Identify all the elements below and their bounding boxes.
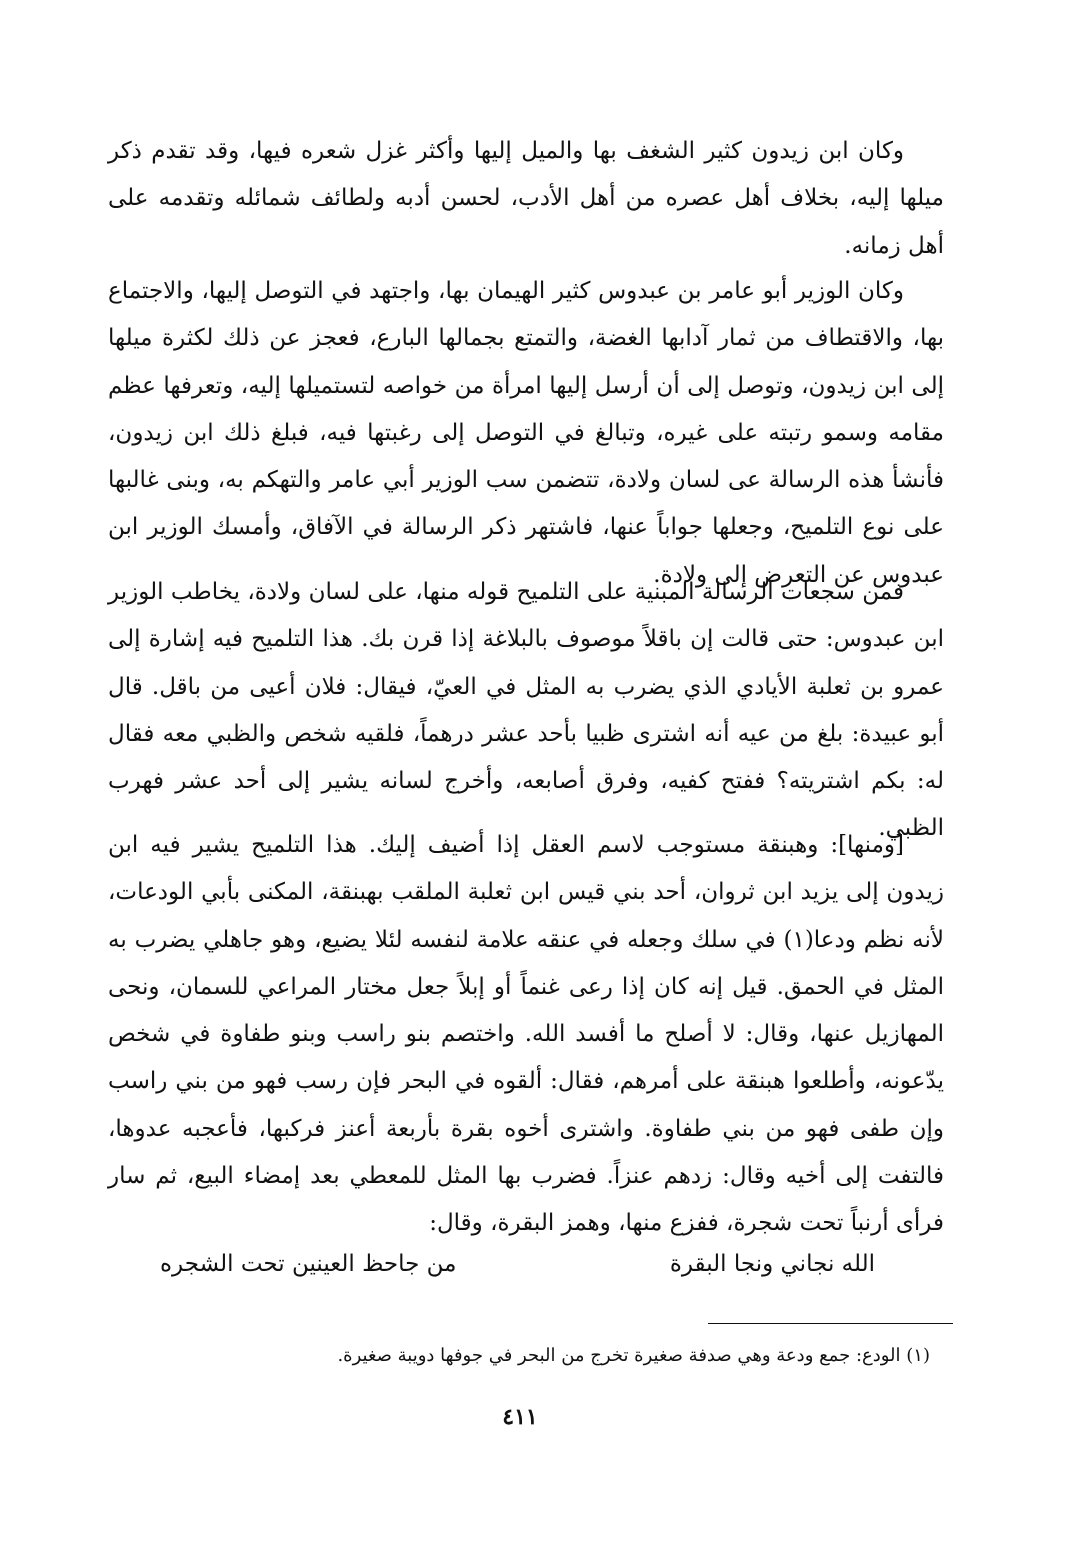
paragraph-ibn-abdus <box>108 268 944 599</box>
page-number: ٤١١ <box>502 1404 538 1430</box>
footnote-divider <box>708 1323 953 1324</box>
paragraph-text: وكان الوزير أبو عامر بن عبدوس كثير الهيمان بها، واجتهد في التوصل إليها، والاجتماع بها، والاقتطاف من ثمار آدابها الغضة، والتمتع بجمالها البارع، فعجز عن ذلك لكثرة ميلها إلى ابن زيدون، وتوصل إلى أن أرسل إليها امرأة من خواصه لتستميلها إليه، وتعرفها عظم مقامه وسمو رتبته على غيره، وتبالغ في التوصل إلى رغبتها فيه، فبلغ ذلك ابن زيدون، فأنشأ هذه الرسالة عى لسان ولادة، تتضمن سب الوزير أبي عامر والتهكم به، وبنى غالبها على نوع التلميح، وجعلها جواباً عنها، فاشتهر ذكر الرسالة في الآفاق، وأمسك الوزير ابن عبدوس عن التعرض إلى ولادة. <box>108 278 944 588</box>
paragraph-text: [ومنها]: وهبنقة مستوجب لاسم العقل إذا أضيف إليك. هذا التلميح يشير فيه ابن زيدون إلى يزيد ابن ثروان، أحد بني قيس ابن ثعلبة الملقب بهبنقة، المكنى بأبي الودعات، لأنه نظم ودعا(١) في سلك وجعله في عنقه علامة لنفسه لئلا يضيع، وهو جاهلي يضرب به المثل في الحمق. قيل إنه كان إذا رعى غنماً أو إبلاً جعل مختار المراعي للسمان، ونحى المهازيل عنها، وقال: لا أصلح ما أفسد الله. واختصم بنو راسب وبنو طفاوة في شخص يدّعونه، وأطلعوا هبنقة على أمرهم، فقال: ألقوه في البحر فإن رسب فهو من بني راسب وإن طفى فهو من بني طفاوة. واشترى أخوه بقرة بأربعة أعنز فركبها، فأعجبه عدوها، فالتفت إلى أخيه وقال: زدهم عنزاً. فضرب بها المثل للمعطي بعد إمضاء البيع، ثم سار فرأى أرنباً تحت شجرة، ففزع منها، وهمز البقرة، وقال: <box>108 832 944 1237</box>
footnote: (١) الودع: جمع ودعة وهي صدفة صغيرة تخرج من البحر في جوفها دويبة صغيرة. <box>337 1345 930 1366</box>
paragraph-habannaqa-allusion <box>108 822 944 1248</box>
paragraph-text: وكان ابن زيدون كثير الشغف بها والميل إليها وأكثر غزل شعره فيها، وقد تقدم ذكر ميلها إليه، بخلاف أهل عصره من أهل الأدب، لحسن أدبه ولطائف شمائله وتقدمه على أهل زمانه. <box>108 138 944 259</box>
paragraph-text: فمن سجعات الرسالة المبنية على التلميح قوله منها، على لسان ولادة، يخاطب الوزير ابن عبدوس: حتى قالت إن باقلاً موصوف بالبلاغة إذا قرن بك. هذا التلميح فيه إشارة إلى عمرو بن ثعلبة الأيادي الذي يضرب به المثل في العيّ، فيقال: فلان أعيى من باقل. قال أبو عبيدة: بلغ من عيه أنه اشترى ظبيا بأحد عشر درهماً، فلقيه شخص والظبي معه فقال له: بكم اشتريته؟ ففتح كفيه، وفرق أصابعه، وأخرج لسانه يشير إلى أحد عشر فهرب الظبي. <box>108 579 944 842</box>
paragraph-baqil-allusion <box>108 569 944 853</box>
paragraph-ibn-zaydun-affection <box>108 128 944 270</box>
verse-first-hemistich: الله نجاني ونجا البقرة <box>669 1251 875 1277</box>
verse-second-hemistich: من جاحظ العينين تحت الشجره <box>160 1251 457 1277</box>
poetry-verse <box>160 1244 875 1284</box>
